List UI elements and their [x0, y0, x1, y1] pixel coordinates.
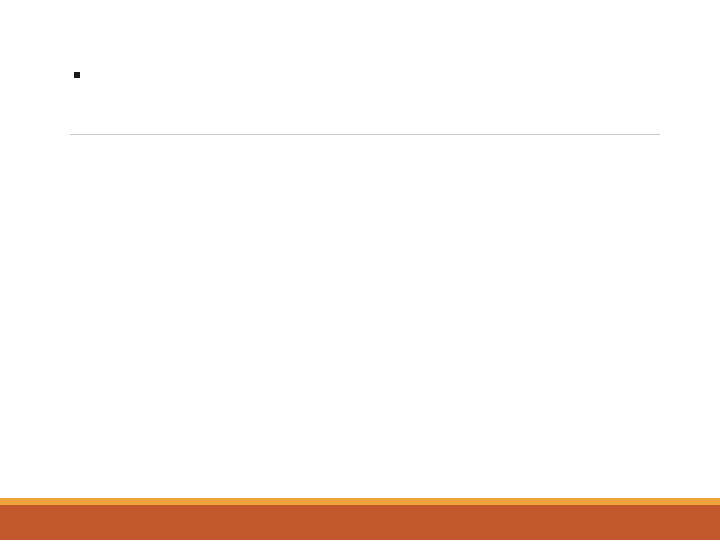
- heading: [74, 68, 82, 84]
- footer-accent-stripe: [0, 498, 720, 505]
- square-bullet-icon: [74, 72, 80, 78]
- footer-bar: [0, 505, 720, 540]
- divider: [70, 134, 660, 135]
